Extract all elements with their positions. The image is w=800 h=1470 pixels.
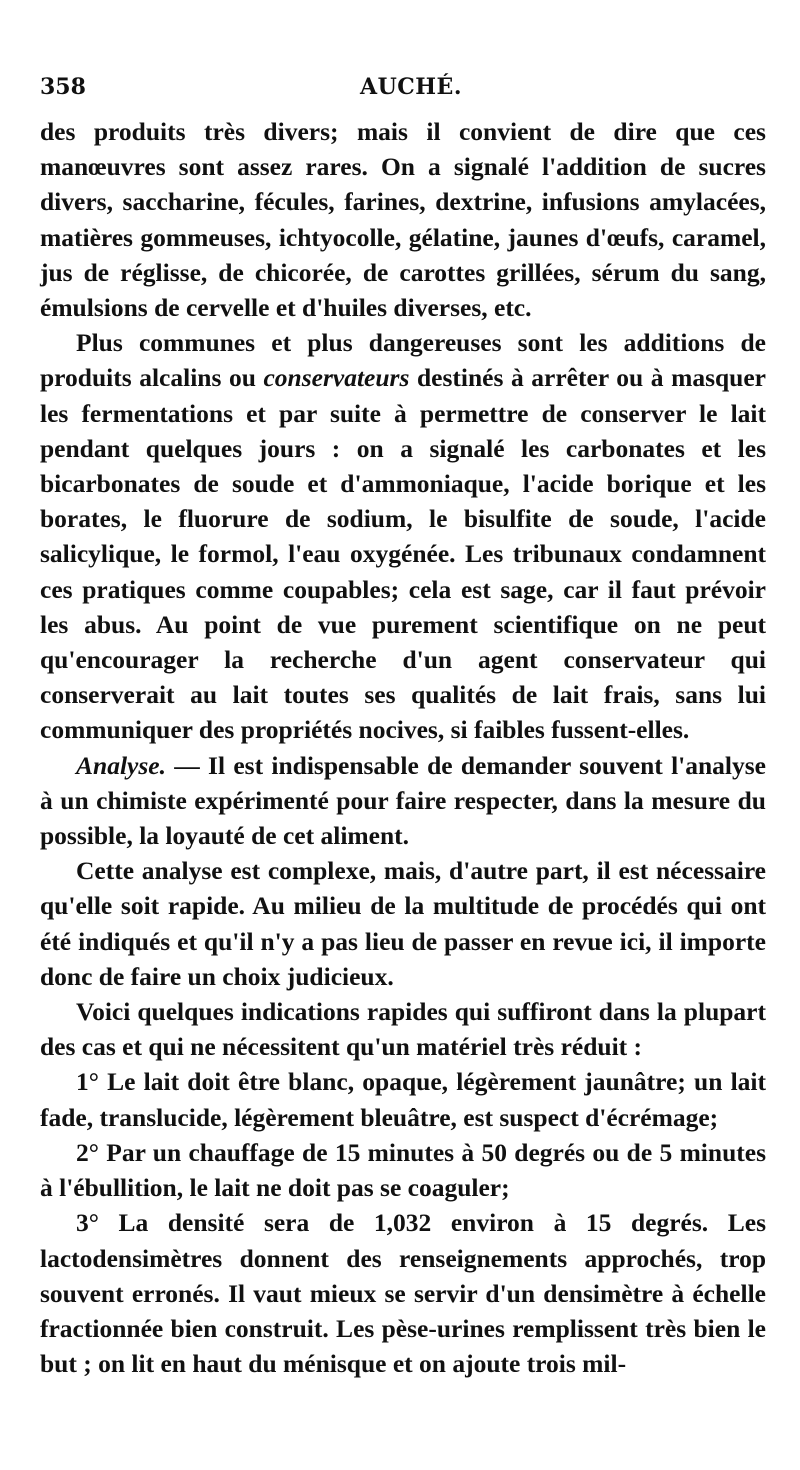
running-title: AUCHÉ. [360, 74, 462, 100]
paragraph-continuation: des produits très divers; mais il convient de dire que ces manœuvres sont assez rares. On a signalé l'addition de sucres divers, saccharine, fécules, farines, dextrine, infusions amylacées, matières gommeuses, ichtyocolle, gélatine, jaunes d'œufs, caramel, jus de réglisse, de chicorée, de carottes grillées, sérum du sang, émulsions de cervelle et d'huiles diverses, etc. [40, 117, 766, 323]
paragraph-analyse [40, 748, 766, 854]
paragraph-indications: Voici quelques indications rapides qui suffiront dans la plupart des cas et qui ne nécessitent qu'un matériel très réduit : [40, 997, 766, 1062]
page-number: 358 [40, 74, 86, 100]
list-item-1: 1° Le lait doit être blanc, opaque, légèrement jaunâtre; un lait fade, translucide, légèrement bleuâtre, est suspect d'écrémage; [40, 1067, 766, 1132]
text-run: Plus communes et plus dangereuses sont les additions de produits alcalins ou [40, 328, 766, 393]
section-keyword: Analyse. [76, 750, 166, 780]
running-head [40, 74, 766, 108]
body-text [40, 114, 766, 1381]
paragraph-analysis-complexity: Cette analyse est complexe, mais, d'autre part, il est nécessaire qu'elle soit rapide. Au milieu de la multitude de procédés qui ont été indiqués et qu'il n'y a pas lieu de passer en revue ici, il importe donc de faire un choix judicieux. [40, 856, 766, 991]
list-item-3: 3° La densité sera de 1,032 environ à 15 degrés. Les lactodensimètres donnent des renseignements approchés, trop souvent erronés. Il vaut mieux se servir d'un densimètre à échelle fractionnée bien construit. Les pèse-urines remplissent très bien le but ; on lit en haut du ménisque et on ajoute trois mil- [40, 1208, 766, 1379]
italic-term: conservateurs [263, 363, 410, 393]
text-run: — Il est indispensable de demander souvent l'analyse à un chimiste expérimenté pour faire respecter, dans la mesure du possible, la loyauté de cet aliment. [40, 750, 766, 851]
paragraph-additives [40, 325, 766, 747]
text-run: destinés à arrêter ou à masquer les fermentations et par suite à permettre de conserver le lait pendant quelques jours : on a signalé les carbonates et les bicarbonates de soude et d'ammoniaque, l'acide borique et les borates, le fluorure de sodium, le bisulfite de soude, l'acide salicylique, le formol, l'eau oxygénée. Les tribunaux condamnent ces pratiques comme coupables; cela est sage, car il faut prévoir les abus. Au point de vue purement scientifique on ne peut qu'encourager la recherche d'un agent conservateur qui conserverait au lait toutes ses qualités de lait frais, sans lui communiquer des propriétés nocives, si faibles fussent-elles. [40, 363, 766, 745]
list-item-2: 2° Par un chauffage de 15 minutes à 50 degrés ou de 5 minutes à l'ébullition, le lait ne doit pas se coaguler; [40, 1137, 766, 1203]
